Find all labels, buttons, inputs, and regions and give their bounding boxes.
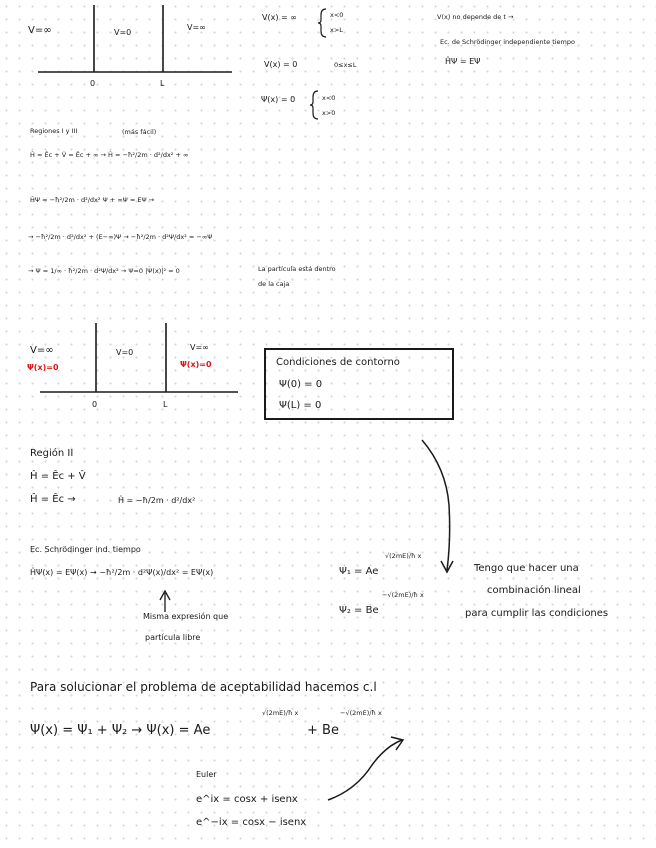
potential-case1b: x>L xyxy=(330,26,343,34)
diagram2-tick-0: 0 xyxy=(92,400,98,409)
diagram2-v-left: V=∞ xyxy=(30,345,54,356)
psi-case3b: x>0 xyxy=(322,109,336,117)
same-expression-line2: partícula libre xyxy=(145,633,201,642)
diagram2-v-mid: V=0 xyxy=(116,348,134,357)
euler-title: Euler xyxy=(196,770,217,779)
psi-definition: Ψ(x) = 0 xyxy=(261,95,296,104)
same-expression-line1: Misma expresión que xyxy=(143,612,229,621)
regions-subtitle: (más fácil) xyxy=(122,128,157,136)
euler-eq1: e^ix = cosx + isenx xyxy=(196,794,298,805)
note-no-time: V(x) no depende de t → xyxy=(437,13,514,21)
eq-psi-zero: → Ψ = 1/∞ · ħ²/2m · d²Ψ/dx² → Ψ=0 |Ψ(x)|² = 0 xyxy=(28,267,180,275)
diagram2-psi-left: Ψ(x)=0 xyxy=(27,363,59,372)
region2-title: Región II xyxy=(30,448,74,459)
diagram1-v-mid: V=0 xyxy=(114,28,132,37)
diagram1-tick-0: 0 xyxy=(90,79,96,88)
schrodinger-title: Ec. Schrödinger ind. tiempo xyxy=(30,545,141,554)
final-exp-b: −√(2mE)/ħ x xyxy=(340,709,382,717)
note-schrodinger: Ec. de Schrödinger independiente tiempo xyxy=(440,38,575,46)
potential-case1a: x<0 xyxy=(330,11,344,19)
psi1-exponent: √(2mE)/ħ x xyxy=(385,552,422,560)
region2-eq2b: Ĥ = −ħ/2m · d²/dx² xyxy=(118,496,196,505)
eq-schrodinger-infinite: ĤΨ = −ħ²/2m · d²/dx² Ψ + ∞Ψ = EΨ → xyxy=(30,196,155,204)
final-eq-left: Ψ(x) = Ψ₁ + Ψ₂ → Ψ(x) = Ae xyxy=(30,723,211,738)
diagram1-v-right: V=∞ xyxy=(187,23,206,32)
boundary-title: Condiciones de contorno xyxy=(276,357,400,368)
final-plus-b: + Be xyxy=(307,723,339,738)
potential-line1: V(x) = ∞ xyxy=(262,13,297,22)
arrow-to-solutions xyxy=(422,440,450,570)
note-eigen-eq: ĤΨ = EΨ xyxy=(445,57,481,66)
diagram2-v-right: V=∞ xyxy=(190,343,209,352)
psi-case3a: x<0 xyxy=(322,94,336,102)
brace-psi xyxy=(310,91,318,119)
psi1-base: Ψ₁ = Ae xyxy=(339,566,379,577)
boundary-cond-0: Ψ(0) = 0 xyxy=(279,379,323,390)
potential-case2: 0≤x≤L xyxy=(334,61,357,69)
diagram1-v-left: V=∞ xyxy=(28,25,52,36)
potential-line2: V(x) = 0 xyxy=(264,60,298,69)
combination-line2: combinación lineal xyxy=(487,585,581,596)
diagram2-tick-L: L xyxy=(163,400,168,409)
combination-line3: para cumplir las condiciones xyxy=(465,608,609,619)
psi2-exponent: −√(2mE)/ħ x xyxy=(382,591,424,599)
eq-hamiltonian-infinite: Ĥ = Êc + V̂ = Êc + ∞ → Ĥ = −ħ²/2m · d²/dx² + ∞ xyxy=(30,151,189,159)
note-particle-line2: de la caja xyxy=(258,280,290,288)
boundary-cond-L: Ψ(L) = 0 xyxy=(279,400,322,411)
final-sentence: Para solucionar el problema de aceptabilidad hacemos c.l xyxy=(30,680,377,694)
psi2-base: Ψ₂ = Be xyxy=(339,605,379,616)
diagram2-psi-right: Ψ(x)=0 xyxy=(180,360,212,369)
brace-potential xyxy=(318,9,326,37)
region2-eq1: Ĥ = Êc + V̂ xyxy=(30,471,86,482)
final-exp-a: √(2mE)/ħ x xyxy=(262,709,299,717)
arrow-euler xyxy=(328,740,402,800)
schrodinger-eq: ĤΨ(x) = EΨ(x) → −ħ²/2m · d²Ψ(x)/dx² = EΨ(x) xyxy=(30,568,214,577)
regions-title: Regiones I y III xyxy=(30,127,78,135)
eq-rearranged: → −ħ²/2m · d²/dx² + (E−∞)Ψ → −ħ²/2m · d²Ψ/dx² = −∞Ψ xyxy=(28,233,213,241)
combination-line1: Tengo que hacer una xyxy=(474,563,579,574)
note-particle-line1: La partícula está dentro xyxy=(258,265,336,273)
region2-eq2a: Ĥ = Êc → xyxy=(30,494,76,505)
diagram1-tick-L: L xyxy=(160,79,165,88)
euler-eq2: e^−ix = cosx − isenx xyxy=(196,817,307,828)
